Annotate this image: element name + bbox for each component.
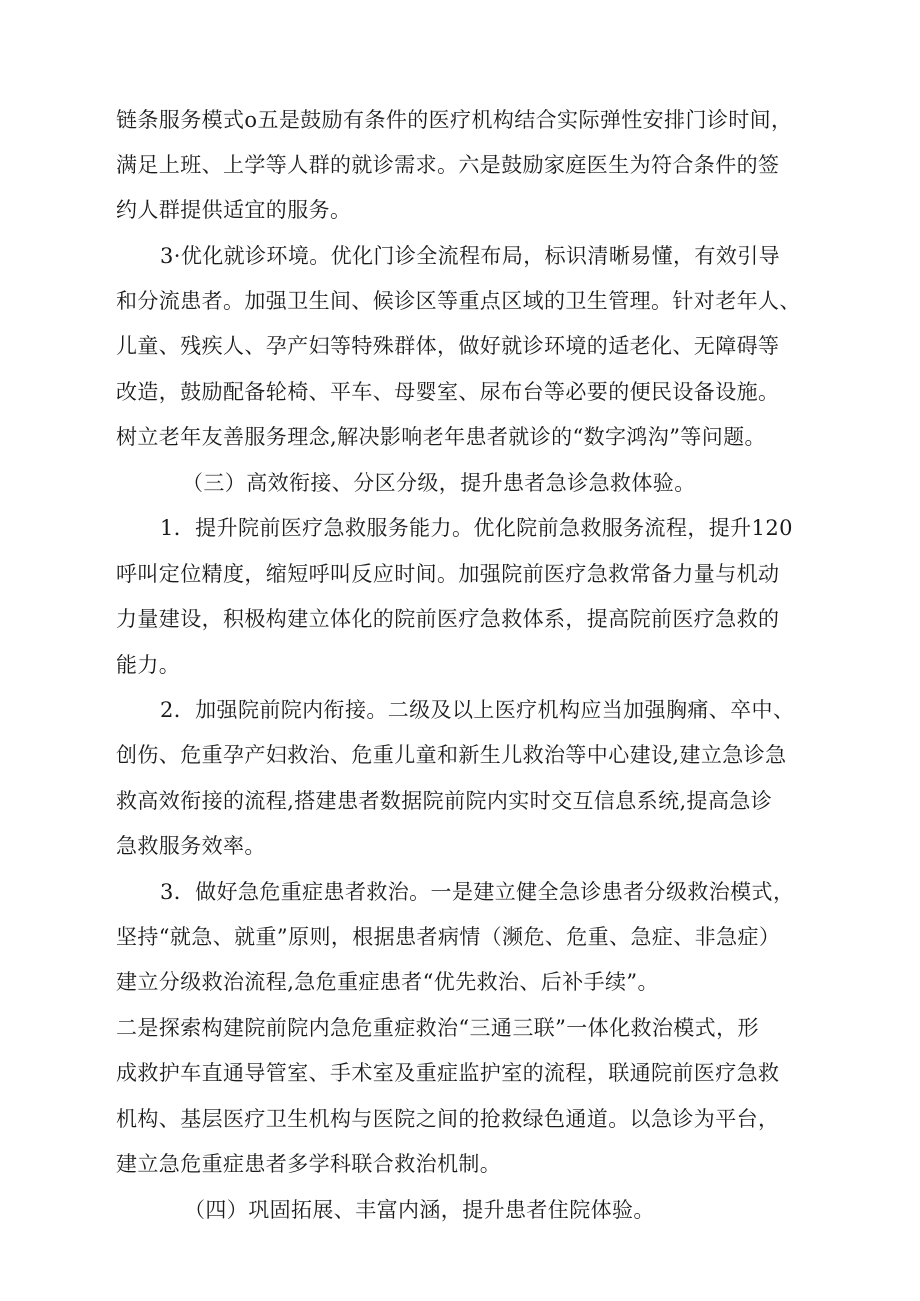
text-line: 建立急危重症患者多学科联合救治机制。 [116,1152,502,1176]
text-line: 机构、基层医疗卫生机构与医院之间的抢救绿色通道。以急诊为平台， [116,1107,780,1131]
text-line: 成救护车直通导管室、手术室及重症监护室的流程，联通院前医疗急救 [116,1061,780,1085]
text-line: 力量建设，积极构建立体化的院前医疗急救体系，提高院前医疗急救的 [116,607,780,631]
text-line: 建立分级救治流程,急危重症患者“优先救治、后补手续”。 [116,970,659,994]
text-line: 1．提升院前医疗急救服务能力。优化院前急救服务流程，提升120 [160,516,793,540]
text-line: 满足上班、上学等人群的就诊需求。六是鼓励家庭医生为符合条件的签 [116,153,780,177]
text-line: 链条服务模式o五是鼓励有条件的医疗机构结合实际弹性安排门诊时间， [116,108,793,132]
text-line: 和分流患者。加强卫生间、候诊区等重点区域的卫生管理。针对老年人、 [116,289,801,313]
text-line: 3·优化就诊环境。优化门诊全流程布局，标识清晰易懂，有效引导 [160,244,781,268]
text-line: 3．做好急危重症患者救治。一是建立健全急诊患者分级救治模式， [160,880,795,904]
section-heading: （三）高效衔接、分区分级，提升患者急诊急救体验。 [182,471,696,495]
text-line: 约人群提供适宜的服务。 [116,198,352,222]
text-line: 改造，鼓励配备轮椅、平车、母婴室、尿布台等必要的便民设备设施。 [116,380,780,404]
section-heading: （四）巩固拓展、丰富内涵，提升患者住院体验。 [184,1198,655,1222]
text-line: 2．加强院前院内衔接。二级及以上医疗机构应当加强胸痛、卒中、 [160,698,795,722]
text-line: 能力。 [116,653,181,677]
text-line: 二是探索构建院前院内急危重症救治“三通三联”一体化救治模式，形 [116,1016,759,1040]
text-line: 呼叫定位精度，缩短呼叫反应时间。加强院前医疗急救常备力量与机动 [116,562,780,586]
text-line: 坚持“就急、就重”原则，根据患者病情（濒危、危重、急症、非急症） [116,925,781,949]
text-line: 救高效衔接的流程,搭建患者数据院前院内实时交互信息系统,提高急诊 [116,789,773,813]
text-line: 树立老年友善服务理念,解决影响老年患者就诊的“数字鸿沟”等问题。 [116,425,766,449]
text-line: 儿童、残疾人、孕产妇等特殊群体，做好就诊环境的适老化、无障碍等 [116,334,780,358]
text-line: 创伤、危重孕产妇救治、危重儿童和新生儿救治等中心建设,建立急诊急 [116,743,787,767]
text-line: 急救服务效率。 [116,834,266,858]
